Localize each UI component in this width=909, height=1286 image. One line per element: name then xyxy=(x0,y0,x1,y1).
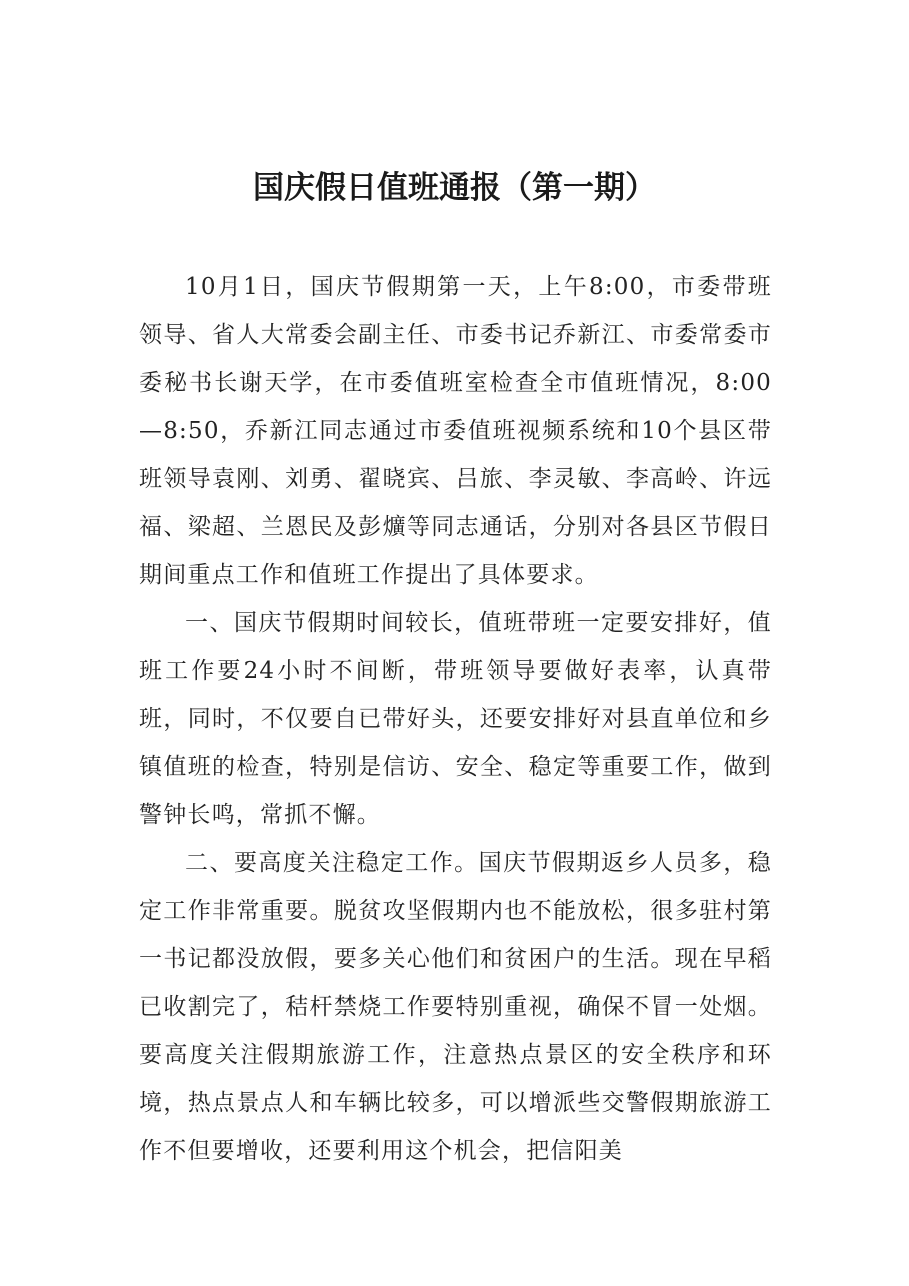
paragraph-point-one: 一、国庆节假期时间较长，值班带班一定要安排好，值班工作要24小时不间断，带班领导要做好表率，认真带班，同时，不仅要自已带好头，还要安排好对县直单位和乡镇值班的检查，特别是信访、安全、稳定等重要工作，做到警钟长鸣，常抓不懈。 xyxy=(139,610,772,828)
document-body xyxy=(139,263,772,1175)
paragraph-point-two: 二、要高度关注稳定工作。国庆节假期返乡人员多，稳定工作非常重要。脱贫攻坚假期内也不能放松，很多驻村第一书记都没放假，要多关心他们和贫困户的生活。现在早稻已收割完了，秸杆禁烧工作要特别重视，确保不冒一处烟。要高度关注假期旅游工作，注意热点景区的安全秩序和环境，热点景点人和车辆比较多，可以增派些交警假期旅游工作不但要增收，还要利用这个机会，把信阳美 xyxy=(139,850,772,1164)
paragraph-intro: 10月1日，国庆节假期第一天，上午8:00，市委带班领导、省人大常委会副主任、市委书记乔新江、市委常委市委秘书长谢天学，在市委值班室检查全市值班情况，8:00—8:50，乔新江同志通过市委值班视频系统和10个县区带班领导袁刚、刘勇、翟晓宾、吕旅、李灵敏、李高岭、许远福、梁超、兰恩民及彭爌等同志通话，分别对各县区节假日期间重点工作和值班工作提出了具体要求。 xyxy=(139,274,772,588)
document-title: 国庆假日值班通报（第一期） xyxy=(253,170,656,206)
